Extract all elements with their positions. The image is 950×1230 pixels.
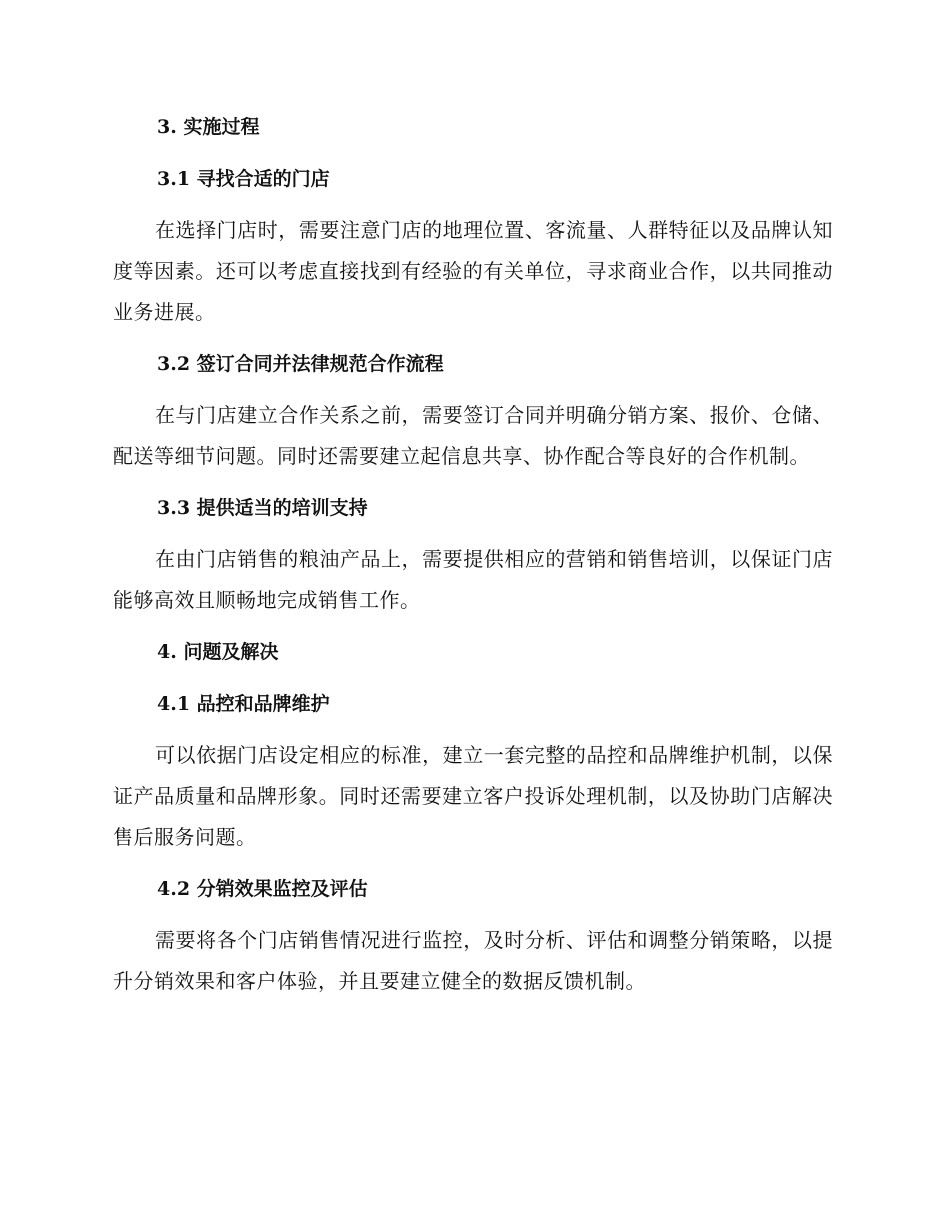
- subsection-heading-3-1: 3.1 寻找合适的门店: [157, 168, 330, 190]
- paragraph-3-1: 在选择门店时，需要注意门店的地理位置、客流量、人群特征以及品牌认知度等因素。还可以考虑直接找到有经验的有关单位，寻求商业合作，以共同推动业务进展。: [113, 218, 833, 324]
- paragraph-4-1: 可以依据门店设定相应的标准，建立一套完整的品控和品牌维护机制，以保证产品质量和品牌形象。同时还需要建立客户投诉处理机制，以及协助门店解决售后服务问题。: [113, 743, 833, 849]
- document-body: [113, 108, 833, 1014]
- paragraph-3-3: 在由门店销售的粮油产品上，需要提供相应的营销和销售培训，以保证门店能够高效且顺畅地完成销售工作。: [113, 547, 833, 612]
- section-heading-4: 4. 问题及解决: [157, 641, 279, 663]
- subsection-heading-3-3: 3.3 提供适当的培训支持: [157, 497, 368, 519]
- section-heading-3: 3. 实施过程: [157, 116, 260, 138]
- subsection-heading-4-1: 4.1 品控和品牌维护: [157, 693, 330, 715]
- subsection-heading-3-2: 3.2 签订合同并法律规范合作流程: [157, 353, 444, 375]
- subsection-heading-4-2: 4.2 分销效果监控及评估: [157, 878, 368, 900]
- paragraph-3-2: 在与门店建立合作关系之前，需要签订合同并明确分销方案、报价、仓储、配送等细节问题。同时还需要建立起信息共享、协作配合等良好的合作机制。: [113, 403, 833, 468]
- paragraph-4-2: 需要将各个门店销售情况进行监控，及时分析、评估和调整分销策略，以提升分销效果和客户体验，并且要建立健全的数据反馈机制。: [113, 928, 833, 993]
